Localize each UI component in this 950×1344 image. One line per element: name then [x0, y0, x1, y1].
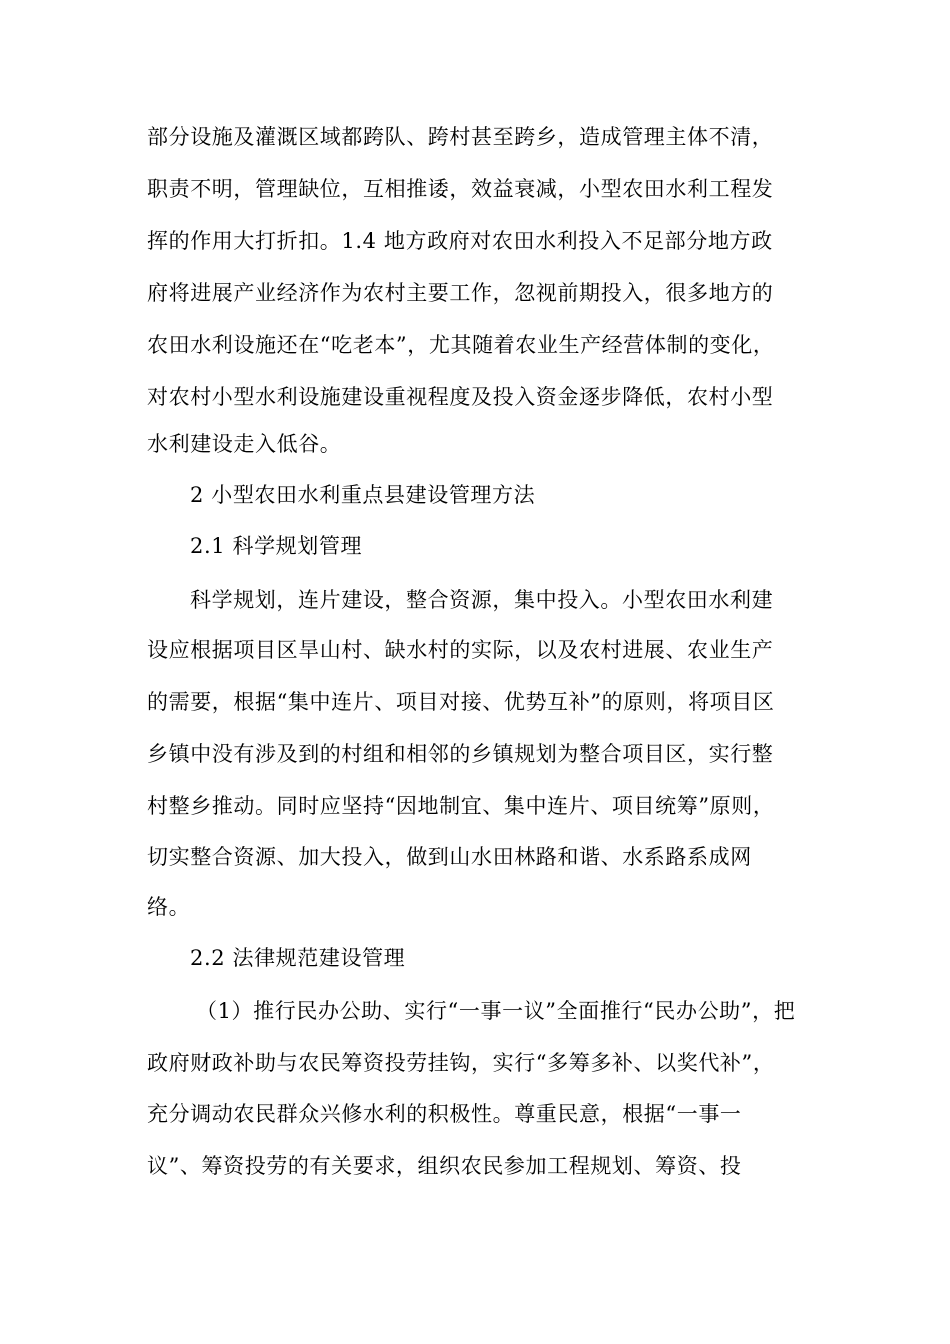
paragraph-line: 挥的作用大打折扣。1.4 地方政府对农田水利投入不足部分地方政: [147, 229, 773, 253]
paragraph-line: 政府财政补助与农民筹资投劳挂钩，实行“多筹多补、以奖代补”，: [147, 1051, 775, 1075]
paragraph-line: （1）推行民办公助、实行“一事一议”全面推行“民办公助”，把: [196, 999, 796, 1023]
section-heading: 2 小型农田水利重点县建设管理方法: [190, 483, 536, 507]
paragraph-line: 切实整合资源、加大投入，做到山水田林路和谐、水系路系成网: [147, 845, 752, 869]
paragraph-line: 议”、筹资投劳的有关要求，组织农民参加工程规划、筹资、投: [147, 1154, 742, 1178]
paragraph-line: 府将进展产业经济作为农村主要工作，忽视前期投入，很多地方的: [147, 281, 774, 305]
paragraph-line: 职责不明，管理缺位，互相推诿，效益衰减，小型农田水利工程发: [147, 177, 774, 201]
paragraph-line: 充分调动农民群众兴修水利的积极性。尊重民意，根据“一事一: [147, 1102, 742, 1126]
paragraph-line: 科学规划，连片建设，整合资源，集中投入。小型农田水利建: [190, 588, 774, 612]
paragraph-line: 村整乡推动。同时应坚持“因地制宜、集中连片、项目统筹”原则，: [147, 794, 775, 818]
paragraph-line: 水利建设走入低谷。: [147, 432, 342, 456]
paragraph-line: 设应根据项目区旱山村、缺水村的实际，以及农村进展、农业生产: [147, 638, 774, 662]
paragraph-line: 乡镇中没有涉及到的村组和相邻的乡镇规划为整合项目区，实行整: [147, 742, 774, 766]
paragraph-line: 的需要，根据“集中连片、项目对接、优势互补”的原则，将项目区: [147, 690, 775, 714]
paragraph-line: 络。: [147, 895, 191, 919]
subsection-heading: 2.1 科学规划管理: [190, 534, 363, 558]
paragraph-line: 部分设施及灌溉区域都跨队、跨村甚至跨乡，造成管理主体不清，: [147, 125, 774, 149]
paragraph-line: 农田水利设施还在“吃老本”，尤其随着农业生产经营体制的变化，: [147, 333, 775, 357]
subsection-heading: 2.2 法律规范建设管理: [190, 946, 406, 970]
paragraph-line: 对农村小型水利设施建设重视程度及投入资金逐步降低，农村小型: [147, 385, 774, 409]
